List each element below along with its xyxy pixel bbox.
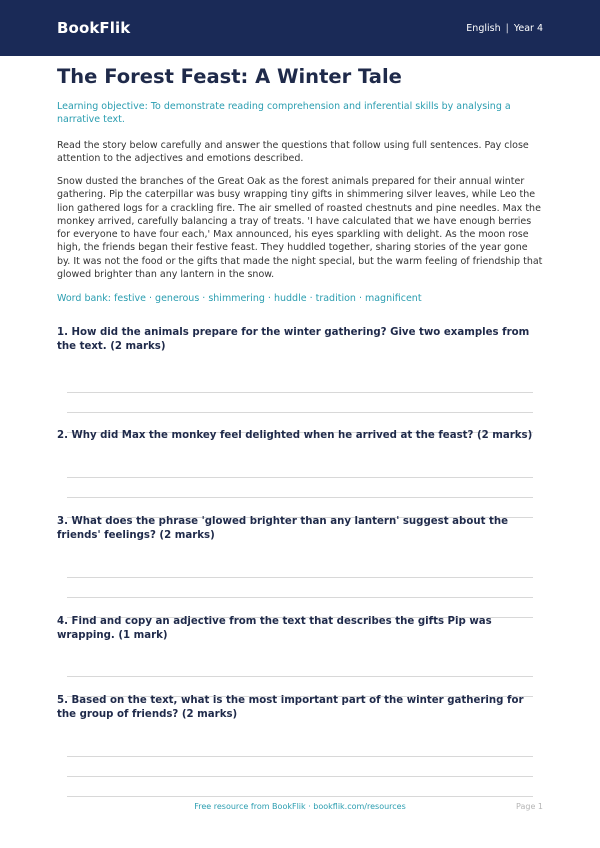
answer-line[interactable] [67,412,533,413]
year-label: Year 4 [513,22,543,34]
question-5: 5. Based on the text, what is the most important part of the winter gathering for the group of friends? (2 marks) [57,695,524,721]
footer-credit: Free resource from BookFlik · bookflik.com/resources [194,802,406,811]
page-number: Page 1 [516,802,543,811]
subject-label: English [466,22,501,34]
header-bar [0,0,600,56]
worksheet-body [57,66,543,797]
word-bank: Word bank: festive · generous · shimmering · huddle · tradition · magnificent [57,293,422,305]
question-2: 2. Why did Max the monkey feel delighted when he arrived at the feast? (2 marks) [57,430,533,442]
subject-year [466,23,543,34]
answer-line[interactable] [67,676,533,677]
answer-line[interactable] [67,756,533,757]
learning-objective: Learning objective: To demonstrate reading comprehension and inferential skills by analysing a narrative text. [57,101,511,125]
answer-line[interactable] [67,796,533,797]
answer-line[interactable] [67,776,533,777]
answer-line[interactable] [67,392,533,393]
question-4: 4. Find and copy an adjective from the text that describes the gifts Pip was wrapping. (1 mark) [57,616,492,642]
answer-line[interactable] [67,477,533,478]
brand-logo: BookFlik [57,19,131,37]
story-text: Snow dusted the branches of the Great Oak as the forest animals prepared for their annual winter gathering. Pip the caterpillar was busy wrapping tiny gifts in shimmering silver leaves, while Leo the lion gathered logs for a crackling fire. The air smelled of roasted chestnuts and pine needles. Max the monkey arrived, carefully balancing a tray of treats. 'I have calculated that we have enough berries for everyone to have four each,' Max announced, his eyes sparkling with delight. As the moon rose high, the friends began their festive feast. They huddled together, sharing stories of the year gone by. It was not the food or the gifts that made the night special, but the warm feeling of friendship that glowed brighter than any lantern in the snow. [57,176,543,281]
question-3: 3. What does the phrase 'glowed brighter than any lantern' suggest about the friends' feelings? (2 marks) [57,516,509,542]
answer-line[interactable] [67,577,533,578]
meta-separator: | [505,22,509,34]
answer-line[interactable] [67,497,533,498]
page-title: The Forest Feast: A Winter Tale [57,65,402,88]
question-1: 1. How did the animals prepare for the winter gathering? Give two examples from the text. (2 marks) [57,327,530,353]
instructions: Read the story below carefully and answer the questions that follow using full sentences. Pay close attention to the adjectives and emotions described. [57,140,529,164]
answer-line[interactable] [67,597,533,598]
